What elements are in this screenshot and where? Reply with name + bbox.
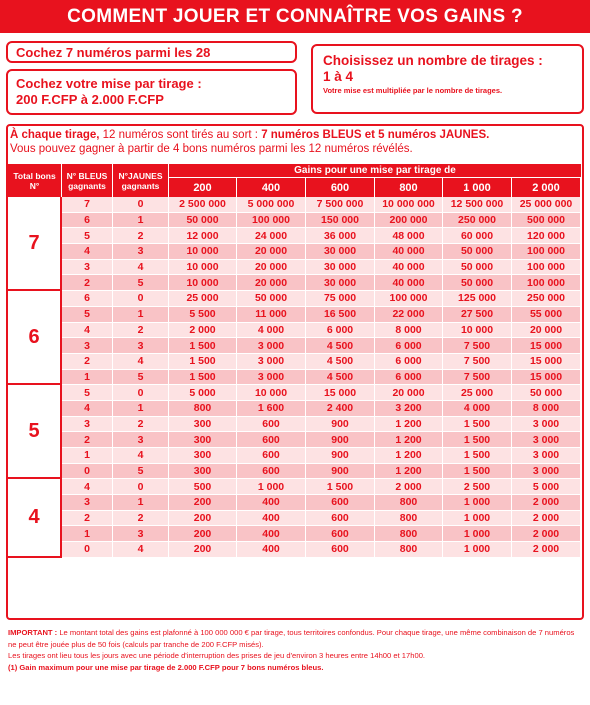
bleus-cell: 2 bbox=[62, 432, 113, 448]
table-row bbox=[8, 291, 581, 307]
gain-cell: 6 000 bbox=[375, 338, 443, 354]
table-row bbox=[8, 495, 581, 511]
gain-cell: 400 bbox=[237, 511, 306, 527]
gain-cell: 5 000 bbox=[512, 479, 581, 495]
table-row bbox=[8, 370, 581, 386]
gain-cell: 800 bbox=[375, 542, 443, 558]
gain-cell: 3 000 bbox=[237, 338, 306, 354]
gain-cell: 200 000 bbox=[375, 213, 443, 229]
header-mise: 2 000 bbox=[512, 178, 581, 197]
intro-colors: 7 numéros BLEUS et 5 numéros JAUNES. bbox=[261, 129, 490, 141]
total-good-numbers: 6 bbox=[8, 291, 62, 385]
jaunes-cell: 0 bbox=[113, 385, 169, 401]
gain-cell: 75 000 bbox=[306, 291, 375, 307]
jaunes-cell: 3 bbox=[113, 338, 169, 354]
gain-cell: 20 000 bbox=[237, 260, 306, 276]
gain-cell: 12 000 bbox=[169, 228, 237, 244]
intro-lead: À chaque tirage, bbox=[10, 129, 100, 141]
bleus-cell: 0 bbox=[62, 542, 113, 558]
gain-cell: 36 000 bbox=[306, 228, 375, 244]
gain-cell: 6 000 bbox=[306, 323, 375, 339]
stake-line-1: Cochez votre mise par tirage : bbox=[16, 76, 202, 91]
gain-cell: 1 500 bbox=[169, 370, 237, 386]
jaunes-cell: 0 bbox=[113, 479, 169, 495]
page-banner: COMMENT JOUER ET CONNAÎTRE VOS GAINS ? bbox=[0, 0, 590, 33]
gain-cell: 20 000 bbox=[237, 275, 306, 291]
bleus-cell: 6 bbox=[62, 291, 113, 307]
max-gain-footnote: (1) Gain maximum pour une mise par tirage de 2.000 F.CFP pour 7 bons numéros bleus. bbox=[8, 662, 324, 672]
gain-cell: 10 000 000 bbox=[375, 197, 443, 213]
gain-cell: 50 000 bbox=[443, 275, 512, 291]
gain-cell: 600 bbox=[306, 511, 375, 527]
gain-cell: 600 bbox=[237, 417, 306, 433]
gain-cell: 1 200 bbox=[375, 448, 443, 464]
jaunes-cell: 4 bbox=[113, 354, 169, 370]
gain-cell: 10 000 bbox=[169, 244, 237, 260]
gain-cell: 2 000 bbox=[512, 526, 581, 542]
gain-cell: 2 000 bbox=[512, 495, 581, 511]
bleus-cell: 2 bbox=[62, 275, 113, 291]
header-mise: 400 bbox=[237, 178, 306, 197]
gain-cell: 600 bbox=[237, 448, 306, 464]
bleus-cell: 6 bbox=[62, 213, 113, 229]
gain-cell: 20 000 bbox=[512, 323, 581, 339]
gain-cell: 30 000 bbox=[306, 260, 375, 276]
gain-cell: 5 000 bbox=[169, 385, 237, 401]
table-row bbox=[8, 464, 581, 480]
draw-intro bbox=[10, 128, 580, 156]
gain-cell: 1 000 bbox=[443, 526, 512, 542]
important-text: Le montant total des gains est plafonné à 100 000 000 € par tirage, tous territoires confondus. Pour chaque tirage, une même combinaison de 7 numéros ne peut être jouée plus de 50 fois (calculs par tranche de 200 F.CFP misés). bbox=[8, 628, 575, 649]
total-good-numbers: 7 bbox=[8, 197, 62, 291]
jaunes-cell: 3 bbox=[113, 526, 169, 542]
gain-cell: 900 bbox=[306, 432, 375, 448]
gain-cell: 400 bbox=[237, 495, 306, 511]
table-row bbox=[8, 542, 581, 558]
bleus-cell: 1 bbox=[62, 526, 113, 542]
bleus-cell: 4 bbox=[62, 401, 113, 417]
jaunes-cell: 1 bbox=[113, 213, 169, 229]
table-row bbox=[8, 432, 581, 448]
draws-line-2: 1 à 4 bbox=[323, 69, 354, 84]
gain-cell: 11 000 bbox=[237, 307, 306, 323]
gain-cell: 48 000 bbox=[375, 228, 443, 244]
gain-cell: 15 000 bbox=[512, 338, 581, 354]
gain-cell: 4 500 bbox=[306, 338, 375, 354]
gain-cell: 50 000 bbox=[169, 213, 237, 229]
gain-cell: 20 000 bbox=[237, 244, 306, 260]
bleus-cell: 3 bbox=[62, 495, 113, 511]
intro-line-2: Vous pouvez gagner à partir de 4 bons numéros parmi les 12 numéros révélés. bbox=[10, 143, 413, 155]
gain-cell: 10 000 bbox=[169, 260, 237, 276]
gain-cell: 600 bbox=[306, 495, 375, 511]
table-row bbox=[8, 526, 581, 542]
gain-cell: 600 bbox=[306, 526, 375, 542]
gain-cell: 3 000 bbox=[512, 432, 581, 448]
gain-cell: 15 000 bbox=[306, 385, 375, 401]
table-row bbox=[8, 197, 581, 213]
gain-cell: 300 bbox=[169, 464, 237, 480]
gain-cell: 30 000 bbox=[306, 244, 375, 260]
bleus-cell: 7 bbox=[62, 197, 113, 213]
header-total: Total bons N° bbox=[8, 164, 62, 197]
gain-cell: 22 000 bbox=[375, 307, 443, 323]
gain-cell: 10 000 bbox=[237, 385, 306, 401]
gain-cell: 15 000 bbox=[512, 370, 581, 386]
gain-cell: 15 000 bbox=[512, 354, 581, 370]
gain-cell: 25 000 bbox=[169, 291, 237, 307]
gain-cell: 200 bbox=[169, 542, 237, 558]
gain-cell: 400 bbox=[237, 526, 306, 542]
jaunes-cell: 2 bbox=[113, 323, 169, 339]
gain-cell: 50 000 bbox=[443, 260, 512, 276]
gain-cell: 1 500 bbox=[443, 417, 512, 433]
gain-cell: 2 500 000 bbox=[169, 197, 237, 213]
footnotes bbox=[8, 627, 584, 673]
gain-cell: 600 bbox=[237, 464, 306, 480]
gain-cell: 600 bbox=[237, 432, 306, 448]
table-row bbox=[8, 479, 581, 495]
gain-cell: 40 000 bbox=[375, 244, 443, 260]
gain-cell: 2 000 bbox=[169, 323, 237, 339]
gain-cell: 200 bbox=[169, 495, 237, 511]
gain-cell: 2 000 bbox=[375, 479, 443, 495]
table-row bbox=[8, 354, 581, 370]
gain-cell: 10 000 bbox=[169, 275, 237, 291]
gain-cell: 10 000 bbox=[443, 323, 512, 339]
important-label: IMPORTANT : bbox=[8, 628, 58, 637]
draws-line-1: Choisissez un nombre de tirages : bbox=[323, 53, 543, 68]
jaunes-cell: 4 bbox=[113, 542, 169, 558]
gain-cell: 55 000 bbox=[512, 307, 581, 323]
jaunes-cell: 0 bbox=[113, 291, 169, 307]
gain-cell: 1 000 bbox=[237, 479, 306, 495]
table-row bbox=[8, 213, 581, 229]
table-row bbox=[8, 275, 581, 291]
gain-cell: 27 500 bbox=[443, 307, 512, 323]
draws-note: Votre mise est multipliée par le nombre de tirages. bbox=[323, 86, 503, 95]
gain-cell: 800 bbox=[169, 401, 237, 417]
table-row bbox=[8, 323, 581, 339]
gain-cell: 4 000 bbox=[237, 323, 306, 339]
gain-cell: 900 bbox=[306, 448, 375, 464]
gain-cell: 1 500 bbox=[169, 338, 237, 354]
jaunes-cell: 3 bbox=[113, 244, 169, 260]
gains-table-body bbox=[8, 197, 581, 558]
gain-cell: 100 000 bbox=[512, 275, 581, 291]
bleus-cell: 0 bbox=[62, 464, 113, 480]
schedule-note: Les tirages ont lieu tous les jours avec une période d'interruption des prises de jeu d'environ 3 heures entre 14h00 et 17h00. bbox=[8, 651, 426, 660]
gain-cell: 1 500 bbox=[306, 479, 375, 495]
gain-cell: 100 000 bbox=[375, 291, 443, 307]
table-row bbox=[8, 228, 581, 244]
gain-cell: 16 500 bbox=[306, 307, 375, 323]
bleus-cell: 3 bbox=[62, 417, 113, 433]
gain-cell: 4 500 bbox=[306, 354, 375, 370]
gain-cell: 125 000 bbox=[443, 291, 512, 307]
gain-cell: 5 000 000 bbox=[237, 197, 306, 213]
table-row bbox=[8, 417, 581, 433]
intro-line-1 bbox=[10, 128, 580, 142]
table-row bbox=[8, 511, 581, 527]
gain-cell: 100 000 bbox=[237, 213, 306, 229]
gain-cell: 100 000 bbox=[512, 260, 581, 276]
header-bleus: N° BLEUS gagnants bbox=[62, 164, 113, 197]
gain-cell: 24 000 bbox=[237, 228, 306, 244]
header-mise: 800 bbox=[375, 178, 443, 197]
jaunes-cell: 5 bbox=[113, 464, 169, 480]
gain-cell: 100 000 bbox=[512, 244, 581, 260]
table-row bbox=[8, 338, 581, 354]
gain-cell: 400 bbox=[237, 542, 306, 558]
gain-cell: 2 400 bbox=[306, 401, 375, 417]
gain-cell: 3 000 bbox=[512, 464, 581, 480]
gain-cell: 800 bbox=[375, 511, 443, 527]
gain-cell: 40 000 bbox=[375, 275, 443, 291]
jaunes-cell: 2 bbox=[113, 228, 169, 244]
gain-cell: 600 bbox=[306, 542, 375, 558]
gain-cell: 1 500 bbox=[169, 354, 237, 370]
gain-cell: 300 bbox=[169, 417, 237, 433]
jaunes-cell: 5 bbox=[113, 275, 169, 291]
gain-cell: 5 500 bbox=[169, 307, 237, 323]
table-row bbox=[8, 448, 581, 464]
bleus-cell: 2 bbox=[62, 511, 113, 527]
gain-cell: 40 000 bbox=[375, 260, 443, 276]
gains-table bbox=[8, 164, 581, 558]
bleus-cell: 5 bbox=[62, 385, 113, 401]
header-gains: Gains pour une mise par tirage de bbox=[169, 164, 581, 178]
gain-cell: 12 500 000 bbox=[443, 197, 512, 213]
header-mise: 200 bbox=[169, 178, 237, 197]
gain-cell: 250 000 bbox=[512, 291, 581, 307]
gain-cell: 50 000 bbox=[443, 244, 512, 260]
intro-mid: 12 numéros sont tirés au sort : bbox=[99, 129, 262, 141]
gain-cell: 250 000 bbox=[443, 213, 512, 229]
jaunes-cell: 4 bbox=[113, 260, 169, 276]
bleus-cell: 5 bbox=[62, 307, 113, 323]
jaunes-cell: 0 bbox=[113, 197, 169, 213]
gain-cell: 6 000 bbox=[375, 354, 443, 370]
bleus-cell: 1 bbox=[62, 370, 113, 386]
table-row bbox=[8, 244, 581, 260]
table-row bbox=[8, 307, 581, 323]
gain-cell: 500 bbox=[169, 479, 237, 495]
table-row bbox=[8, 260, 581, 276]
gain-cell: 900 bbox=[306, 464, 375, 480]
jaunes-cell: 1 bbox=[113, 401, 169, 417]
gain-cell: 2 500 bbox=[443, 479, 512, 495]
jaunes-cell: 3 bbox=[113, 432, 169, 448]
gain-cell: 200 bbox=[169, 526, 237, 542]
gain-cell: 7 500 bbox=[443, 338, 512, 354]
gain-cell: 150 000 bbox=[306, 213, 375, 229]
instruction-pick-numbers: Cochez 7 numéros parmi les 28 bbox=[6, 41, 297, 63]
stake-line-2: 200 F.CFP à 2.000 F.CFP bbox=[16, 92, 164, 107]
gain-cell: 1 000 bbox=[443, 511, 512, 527]
table-row bbox=[8, 401, 581, 417]
bleus-cell: 1 bbox=[62, 448, 113, 464]
gain-cell: 1 200 bbox=[375, 417, 443, 433]
jaunes-cell: 4 bbox=[113, 448, 169, 464]
jaunes-cell: 1 bbox=[113, 307, 169, 323]
gain-cell: 2 000 bbox=[512, 542, 581, 558]
gain-cell: 1 000 bbox=[443, 495, 512, 511]
gain-cell: 4 500 bbox=[306, 370, 375, 386]
instruction-stake bbox=[6, 69, 297, 115]
jaunes-cell: 5 bbox=[113, 370, 169, 386]
jaunes-cell: 2 bbox=[113, 511, 169, 527]
gain-cell: 30 000 bbox=[306, 275, 375, 291]
gain-cell: 1 500 bbox=[443, 464, 512, 480]
gain-cell: 60 000 bbox=[443, 228, 512, 244]
gain-cell: 900 bbox=[306, 417, 375, 433]
gain-cell: 500 000 bbox=[512, 213, 581, 229]
gain-cell: 4 000 bbox=[443, 401, 512, 417]
gain-cell: 1 600 bbox=[237, 401, 306, 417]
jaunes-cell: 1 bbox=[113, 495, 169, 511]
bleus-cell: 4 bbox=[62, 244, 113, 260]
total-good-numbers: 4 bbox=[8, 479, 62, 557]
instruction-draws bbox=[311, 44, 584, 114]
gain-cell: 800 bbox=[375, 526, 443, 542]
gain-cell: 1 000 bbox=[443, 542, 512, 558]
gain-cell: 200 bbox=[169, 511, 237, 527]
header-mise: 600 bbox=[306, 178, 375, 197]
bleus-cell: 5 bbox=[62, 228, 113, 244]
gain-cell: 3 000 bbox=[512, 448, 581, 464]
bleus-cell: 3 bbox=[62, 260, 113, 276]
gain-cell: 3 000 bbox=[512, 417, 581, 433]
gain-cell: 1 500 bbox=[443, 448, 512, 464]
important-note bbox=[8, 627, 584, 650]
gain-cell: 6 000 bbox=[375, 370, 443, 386]
gain-cell: 7 500 bbox=[443, 370, 512, 386]
gain-cell: 1 500 bbox=[443, 432, 512, 448]
gain-cell: 2 000 bbox=[512, 511, 581, 527]
bleus-cell: 2 bbox=[62, 354, 113, 370]
gain-cell: 7 500 bbox=[443, 354, 512, 370]
gain-cell: 7 500 000 bbox=[306, 197, 375, 213]
bleus-cell: 3 bbox=[62, 338, 113, 354]
gain-cell: 800 bbox=[375, 495, 443, 511]
gain-cell: 3 000 bbox=[237, 370, 306, 386]
header-mise: 1 000 bbox=[443, 178, 512, 197]
gain-cell: 300 bbox=[169, 448, 237, 464]
gain-cell: 3 000 bbox=[237, 354, 306, 370]
table-row bbox=[8, 385, 581, 401]
gain-cell: 20 000 bbox=[375, 385, 443, 401]
header-jaunes: N°JAUNES gagnants bbox=[113, 164, 169, 197]
jaunes-cell: 2 bbox=[113, 417, 169, 433]
bleus-cell: 4 bbox=[62, 479, 113, 495]
gain-cell: 50 000 bbox=[237, 291, 306, 307]
gain-cell: 3 200 bbox=[375, 401, 443, 417]
gain-cell: 50 000 bbox=[512, 385, 581, 401]
gain-cell: 120 000 bbox=[512, 228, 581, 244]
gain-cell: 1 200 bbox=[375, 432, 443, 448]
gain-cell: 1 200 bbox=[375, 464, 443, 480]
gain-cell: 25 000 000 bbox=[512, 197, 581, 213]
gain-cell: 8 000 bbox=[512, 401, 581, 417]
gain-cell: 300 bbox=[169, 432, 237, 448]
total-good-numbers: 5 bbox=[8, 385, 62, 479]
bleus-cell: 4 bbox=[62, 323, 113, 339]
gain-cell: 25 000 bbox=[443, 385, 512, 401]
gain-cell: 8 000 bbox=[375, 323, 443, 339]
